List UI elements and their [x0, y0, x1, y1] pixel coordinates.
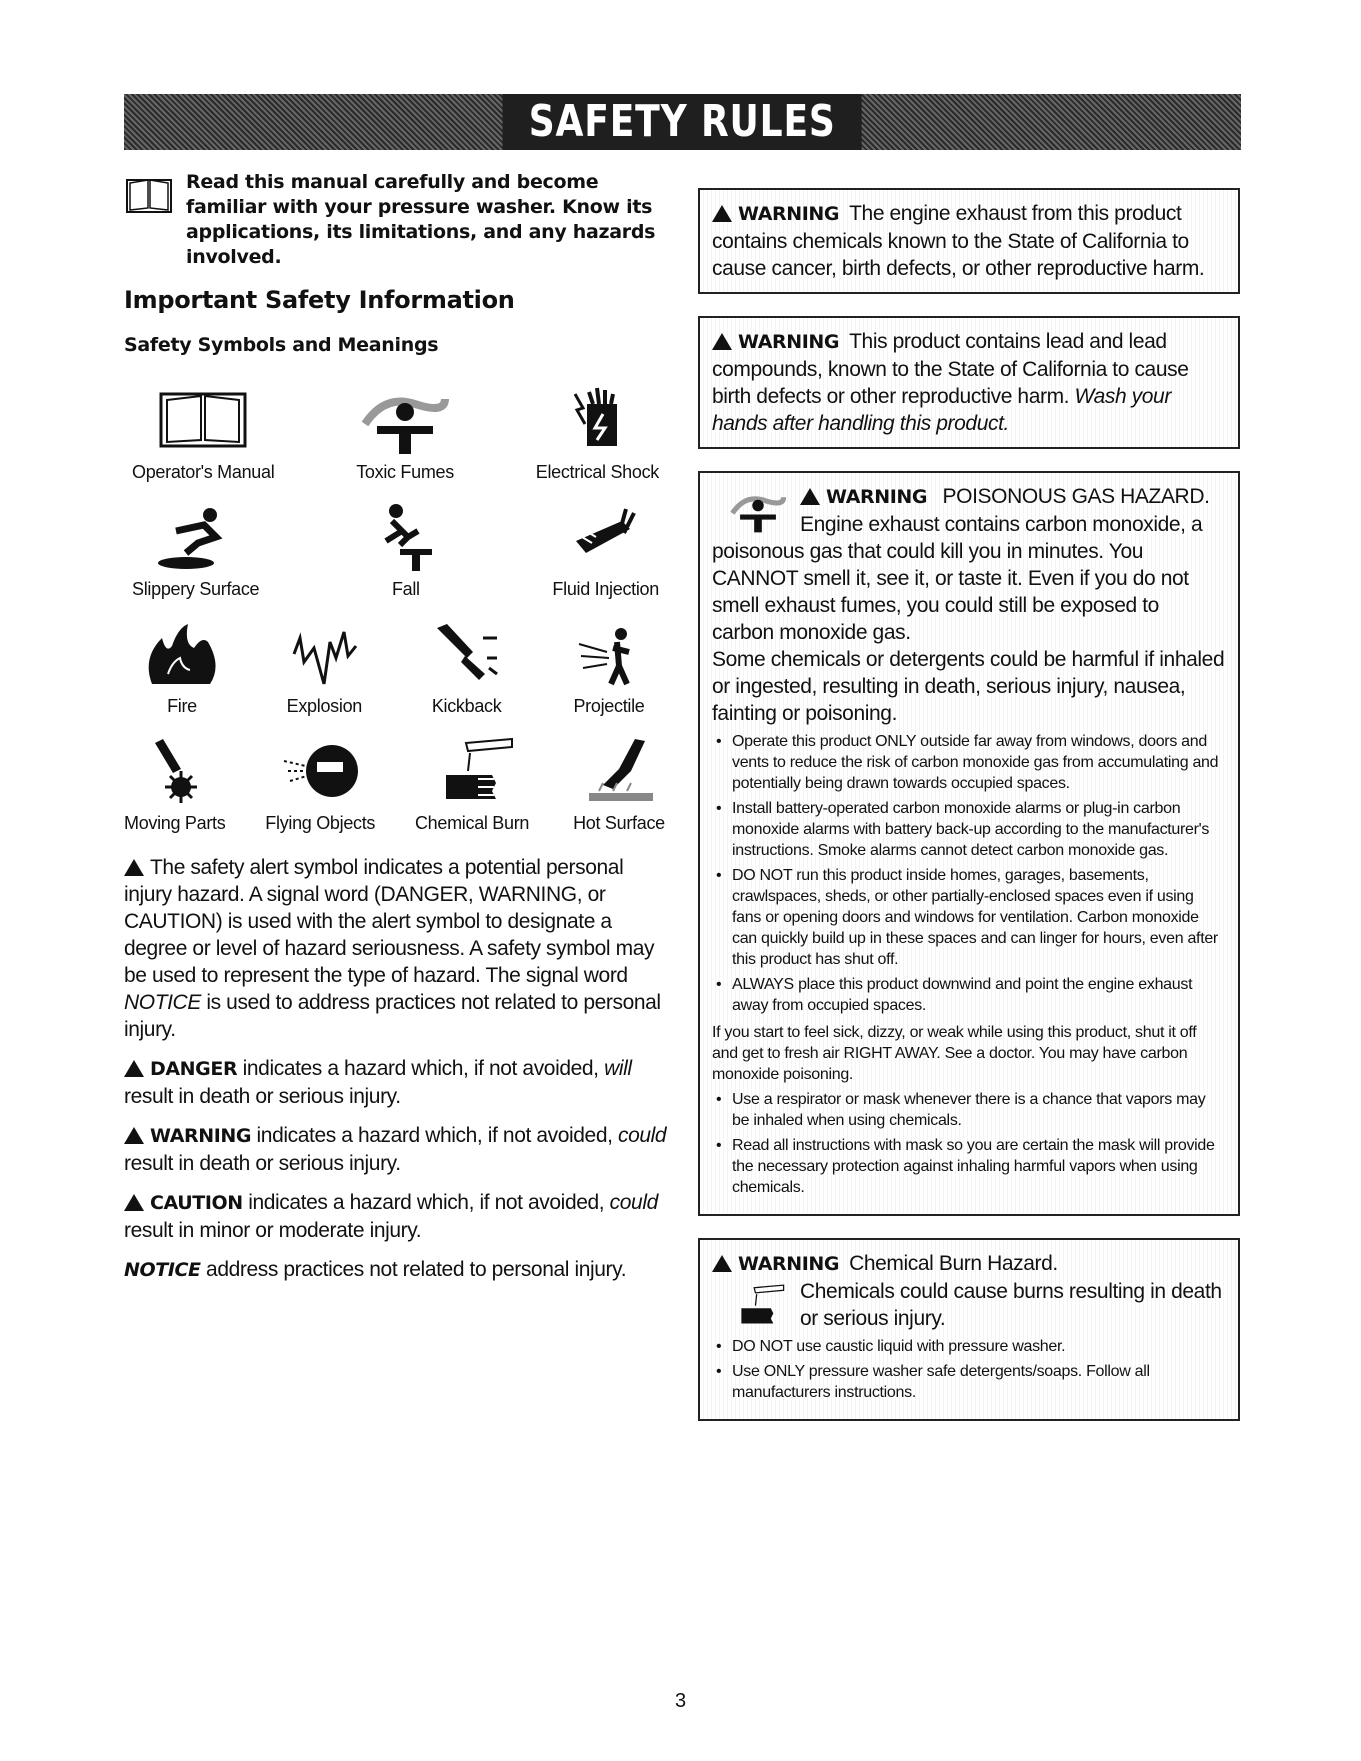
- alert-paragraph: The safety alert symbol indicates a potential personal injury hazard. A signal word (DANGER, WARNING, or CAUTION) is used with the alert symbol to designate a degree or level of hazard seriousness. A safety symbol may be used to represent the type of hazard. The signal word NOTICE is used to address practices not related to personal injury.: [124, 856, 661, 1041]
- danger-definition: DANGER indicates a hazard which, if not avoided, will result in death or serious injury.: [124, 1057, 632, 1108]
- symbol-item: Projectile: [559, 618, 659, 717]
- symbol-row: [124, 384, 669, 483]
- symbol-item: Operator's Manual: [132, 384, 274, 483]
- symbol-item: Moving Parts: [124, 735, 225, 834]
- electrical-shock-icon: [547, 384, 647, 454]
- fluid-injection-icon: [556, 501, 656, 571]
- intro-text: Read this manual carefully and become familiar with your pressure washer. Know its applications, its limitations, and any hazards involved.: [186, 171, 656, 268]
- main-heading: Important Safety Information: [124, 286, 515, 314]
- flying-objects-icon: [270, 735, 370, 805]
- warning-definition: WARNING indicates a hazard which, if not avoided, could result in death or serious injury.: [124, 1124, 667, 1175]
- left-column: [124, 170, 669, 1284]
- alert-triangle-icon: [800, 488, 820, 505]
- symbol-row: [124, 618, 669, 717]
- alert-triangle-icon: [712, 1255, 732, 1272]
- symbol-row: [124, 501, 669, 600]
- symbol-item: Fire: [132, 618, 232, 717]
- alert-triangle-icon: [124, 1060, 144, 1077]
- sub-heading: Safety Symbols and Meanings: [124, 334, 439, 356]
- symbol-item: Fluid Injection: [552, 501, 659, 600]
- respirator-list: [712, 1089, 1226, 1198]
- right-column: [698, 188, 1240, 1443]
- list-item: • Operate this product ONLY outside far away from windows, doors and vents to reduce the risk of carbon monoxide gas from accumulating and potentially being drawn towards occupied spaces.: [712, 731, 1226, 794]
- toxic-fumes-icon: [726, 485, 790, 535]
- alert-triangle-icon: [124, 1194, 144, 1211]
- symbol-item: Explosion: [274, 618, 374, 717]
- co-safety-list: [712, 731, 1226, 1016]
- symbol-item: Hot Surface: [569, 735, 669, 834]
- alert-triangle-icon: [712, 205, 732, 222]
- caution-definition: CAUTION indicates a hazard which, if not avoided, could result in minor or moderate injury.: [124, 1191, 658, 1242]
- list-item: • DO NOT run this product inside homes, garages, basements, crawlspaces, sheds, or other partially-enclosed spaces even if using fans or opening doors and windows for ventilation. Carbon monoxide can quickly build up in these spaces and can linger for hours, even after this product has shut off.: [712, 865, 1226, 970]
- notice-definition: NOTICE address practices not related to personal injury.: [124, 1258, 627, 1281]
- list-item: • Install battery-operated carbon monoxide alarms or plug-in carbon monoxide alarms with battery back-up according to the manufacturer's instructions. Smoke alarms cannot detect carbon monoxide gas.: [712, 798, 1226, 861]
- manual-icon: [124, 174, 174, 216]
- alert-triangle-icon: [124, 1127, 144, 1144]
- explosion-icon: [274, 618, 374, 688]
- list-item: • ALWAYS place this product downwind and point the engine exhaust away from occupied spaces.: [712, 974, 1226, 1016]
- chemical-burn-icon: [422, 735, 522, 805]
- alert-triangle-icon: [124, 859, 144, 876]
- toxic-fumes-icon: [355, 384, 455, 454]
- warning-box-poisonous-gas: WARNING POISONOUS GAS HAZARD. Engine exhaust contains carbon monoxide, a poisonous gas that could kill you in minutes. You CANNOT smell it, see it, or taste it. Even if you do not smell exhaust fumes, you could still be exposed to carbon monoxide gas. Some chemicals or detergents could be harmful if inhaled or ingested, resulting in death, serious injury, nausea, fainting or poisoning. • Operate this product ONLY outside far away from windows, doors and vents to reduce the risk of carbon monoxide gas from accumulating and potentially being drawn towards occupied spaces. • Install battery-operated carbon monoxide alarms or plug-in carbon monoxide alarms with battery back-up according to the manufacturer's instructions. Smoke alarms cannot detect carbon monoxide gas. • DO NOT run this product inside homes, garages, basements, crawlspaces, sheds, or other partially-enclosed spaces even if using fans or opening doors and windows for ventilation. Carbon monoxide can quickly build up in these spaces and can linger for hours, even after this product has shut off. • ALWAYS place this product downwind and point the engine exhaust away from occupied spaces. If you start to feel sick, dizzy, or weak while using this product, shut it off and get to fresh air RIGHT AWAY. See a doctor. You may have carbon monoxide poisoning. • Use a respirator or mask whenever there is a chance that vapors may be inhaled when using chemicals. • Read all instructions with mask so you are certain the mask will provide the necessary protection against inhaling harmful vapors when using chemicals.: [698, 471, 1240, 1216]
- hot-surface-icon: [569, 735, 669, 805]
- list-item: • Use ONLY pressure washer safe detergents/soaps. Follow all manufacturers instructions.: [712, 1361, 1226, 1403]
- projectile-icon: [559, 618, 659, 688]
- chemical-list: [712, 1336, 1226, 1403]
- symbol-item: Slippery Surface: [132, 501, 259, 600]
- intro-block: [124, 170, 669, 270]
- warning-box-chemical-burn: WARNING Chemical Burn Hazard. Chemicals could cause burns resulting in death or serious injury. • DO NOT use caustic liquid with pressure washer. • Use ONLY pressure washer safe detergents/soaps. Follow all manufacturers instructions.: [698, 1238, 1240, 1421]
- warning-box-california: WARNING The engine exhaust from this product contains chemicals known to the State of California to cause cancer, birth defects, or other reproductive harm.: [698, 188, 1240, 294]
- symbol-item: Electrical Shock: [536, 384, 659, 483]
- moving-parts-icon: [125, 735, 225, 805]
- kickback-icon: [417, 618, 517, 688]
- page-number: 3: [674, 1690, 687, 1712]
- list-item: • Read all instructions with mask so you are certain the mask will provide the necessary protection against inhaling harmful vapors when using chemicals.: [712, 1135, 1226, 1198]
- symbol-row: [124, 735, 669, 834]
- symbol-item: Fall: [356, 501, 456, 600]
- fall-icon: [356, 501, 456, 571]
- symbol-grid: [124, 384, 669, 834]
- banner-title: SAFETY RULES: [503, 94, 863, 150]
- warning-box-lead: WARNING This product contains lead and lead compounds, known to the State of California to cause birth defects or other reproductive harm. Wash your hands after handling this product.: [698, 316, 1240, 449]
- page-banner: [124, 94, 1241, 150]
- fire-icon: [132, 618, 232, 688]
- list-item: • DO NOT use caustic liquid with pressure washer.: [712, 1336, 1226, 1357]
- symbol-item: Flying Objects: [265, 735, 375, 834]
- symbol-item: Kickback: [417, 618, 517, 717]
- slippery-surface-icon: [146, 501, 246, 571]
- symbol-item: Chemical Burn: [415, 735, 529, 834]
- manual-icon: [153, 384, 253, 454]
- list-item: • Use a respirator or mask whenever there is a chance that vapors may be inhaled when using chemicals.: [712, 1089, 1226, 1131]
- symbol-item: Toxic Fumes: [355, 384, 455, 483]
- chemical-burn-icon: [726, 1280, 790, 1330]
- alert-triangle-icon: [712, 333, 732, 350]
